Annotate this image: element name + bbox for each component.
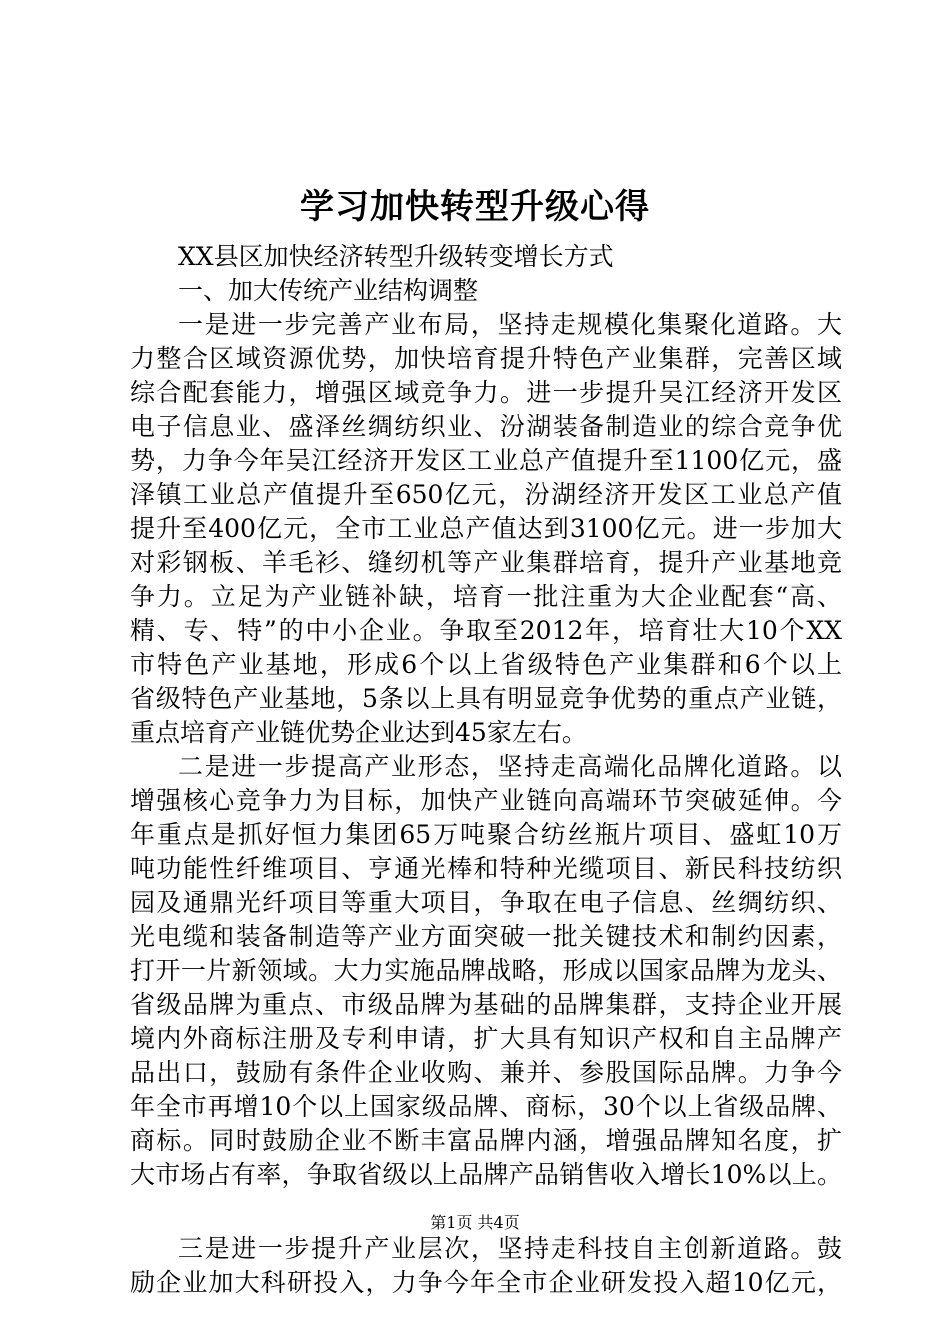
text-line: 一是进一步完善产业布局，坚持走规模化集聚化道路。大 — [178, 310, 842, 339]
text-line: 励企业加大科研投入，力争今年全市企业研发投入超10亿元， — [130, 1268, 842, 1297]
text-line: 重点培育产业链优势企业达到45家左右。 — [130, 718, 587, 747]
text-line: 吨功能性纤维项目、亨通光棒和特种光缆项目、新民科技纺织 — [130, 854, 842, 883]
text-line: 省级品牌为重点、市级品牌为基础的品牌集群，支持企业开展 — [130, 990, 842, 1019]
section-heading: 一、加大传统产业结构调整 — [178, 276, 479, 305]
subtitle-line: XX县区加快经济转型升级转变增长方式 — [178, 242, 614, 271]
text-line: 二是进一步提高产业形态，坚持走高端化品牌化道路。以 — [178, 752, 842, 781]
text-line: 年全市再增10个以上国家级品牌、商标，30个以上省级品牌、 — [130, 1092, 842, 1121]
text-line: 大市场占有率，争取省级以上品牌产品销售收入增长10%以上。 — [130, 1160, 842, 1189]
text-line: 势，力争今年吴江经济开发区工业总产值提升至1100亿元，盛 — [130, 446, 842, 475]
text-line: 增强核心竞争力为目标，加快产业链向高端环节突破延伸。今 — [130, 786, 842, 815]
text-line: 市特色产业基地，形成6个以上省级特色产业集群和6个以上 — [130, 650, 842, 679]
page-footer: 第1页 共4页 — [430, 1213, 520, 1232]
document-body — [130, 240, 842, 1300]
text-line: 三是进一步提升产业层次，坚持走科技自主创新道路。鼓 — [178, 1234, 842, 1263]
text-line: 争力。立足为产业链补缺，培育一批注重为大企业配套“高、 — [130, 582, 842, 611]
paragraph-2 — [130, 750, 842, 1192]
text-line: 打开一片新领域。大力实施品牌战略，形成以国家品牌为龙头、 — [130, 956, 842, 985]
text-line: 对彩钢板、羊毛衫、缝纫机等产业集群培育，提升产业基地竞 — [130, 548, 842, 577]
paragraph-3 — [130, 1232, 842, 1300]
text-line: 泽镇工业总产值提升至650亿元，汾湖经济开发区工业总产值 — [130, 480, 842, 509]
text-line: 提升至400亿元，全市工业总产值达到3100亿元。进一步加大 — [130, 514, 842, 543]
paragraph-1 — [130, 308, 842, 750]
text-line: 品出口，鼓励有条件企业收购、兼并、参股国际品牌。力争今 — [130, 1058, 842, 1087]
text-line: 电子信息业、盛泽丝绸纺织业、汾湖装备制造业的综合竞争优 — [130, 412, 842, 441]
text-line: 光电缆和装备制造等产业方面突破一批关键技术和制约因素， — [130, 922, 842, 951]
text-line: 园及通鼎光纤项目等重大项目，争取在电子信息、丝绸纺织、 — [130, 888, 842, 917]
text-line: 省级特色产业基地，5条以上具有明显竞争优势的重点产业链， — [130, 684, 842, 713]
document-title: 学习加快转型升级心得 — [300, 187, 650, 227]
text-line: 精、专、特”的中小企业。争取至2012年，培育壮大10个XX — [130, 616, 842, 645]
text-line: 境内外商标注册及专利申请，扩大具有知识产权和自主品牌产 — [130, 1024, 842, 1053]
text-line: 年重点是抓好恒力集团65万吨聚合纺丝瓶片项目、盛虹10万 — [130, 820, 842, 849]
text-line: 商标。同时鼓励企业不断丰富品牌内涵，增强品牌知名度，扩 — [130, 1126, 842, 1155]
text-line: 力整合区域资源优势，加快培育提升特色产业集群，完善区域 — [130, 344, 842, 373]
text-line: 综合配套能力，增强区域竞争力。进一步提升吴江经济开发区 — [130, 378, 842, 407]
